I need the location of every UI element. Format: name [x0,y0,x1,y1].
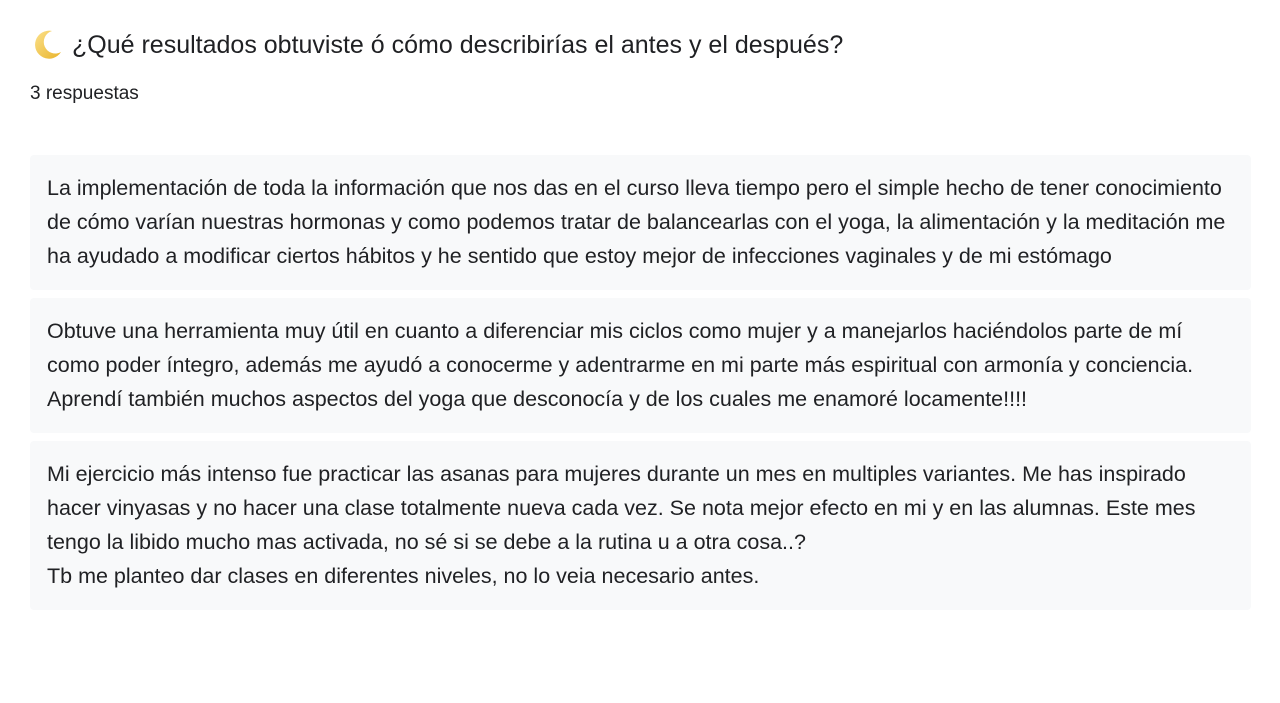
question-title: ¿Qué resultados obtuviste ó cómo describirías el antes y el después? [72,31,844,59]
question-header [30,26,843,64]
response-card [30,441,1251,610]
response-text: La implementación de toda la información que nos das en el curso lleva tiempo pero el simple hecho de tener conocimiento de cómo varían nuestras hormonas y como podemos tratar de balancearlas con el yoga, la alimentación y la meditación me ha ayudado a modificar ciertos hábitos y he sentido que estoy mejor de infecciones vaginales y de mi estómago [47,176,1226,268]
response-count: 3 respuestas [30,83,139,104]
response-text: Mi ejercicio más intenso fue practicar las asanas para mujeres durante un mes en multiples variantes. Me has inspirado hacer vinyasas y no hacer una clase totalmente nueva cada vez. Se nota mejor efecto en mi y en las alumnas. Este mes tengo la libido mucho mas activada, no sé si se debe a la rutina u a otra cosa..? Tb me planteo dar clases en diferentes niveles, no lo veia necesario antes. [47,462,1196,588]
response-card [30,155,1251,290]
response-card [30,298,1251,433]
responses-list [30,155,1251,618]
crescent-moon-icon [30,28,64,62]
response-text: Obtuve una herramienta muy útil en cuanto a diferenciar mis ciclos como mujer y a manejarlos haciéndolos parte de mí como poder íntegro, además me ayudó a conocerme y adentrarme en mi parte más espiritual con armonía y conciencia. Aprendí también muchos aspectos del yoga que desconocía y de los cuales me enamoré locamente!!!! [47,319,1194,411]
